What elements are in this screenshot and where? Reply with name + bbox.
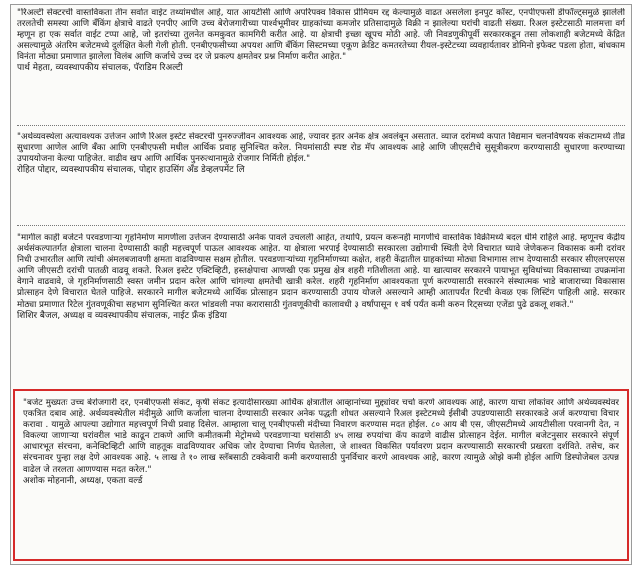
quote-signature: रोहित पोद्दार, व्यवस्थापकीय संचालक, पोद्दार हाउसिंग अँड डेव्हलपमेंट लि [17,165,245,176]
quote-block-4-highlighted [23,398,619,556]
document-page [10,4,632,565]
quote-block-3 [17,233,625,387]
quote-signature: अशोक मोहनानी, अध्यक्ष, एकता वर्ल्ड [23,475,143,486]
quote-block-1 [17,8,625,119]
quote-text: "बजेट मुख्यतः उच्च बेरोजगारी दर, एनबीएफसी संकट, कृषी संकट इत्यादीसारख्या आर्थिक क्षेत्रातील आव्हानांच्या मुद्द्यांवर चर्चा करणे आवश्यक आहे, कारण याचा लोकांवर आणि अर्थव्यवस्थेवर एकत्रित दबाव आहे. अर्थव्यवस्थेतील मंदीमुळे आणि कर्जाला चालना देण्यासाठी सरकार अनेक पद्धती शोधत असल्याने रिअल इस्टेटमध्ये ईसीबी उपडण्यासाठी सरकारकडे अर्ज करण्याचा विचार करावा . यामुळे आपल्या उद्योगात महत्त्वपूर्ण निधी प्रवाह दिसेल. आम्हाला चालू एनबीएफसी मंदीच्या निवारण करण्यास मदत होईल. ८० आय बी एस, जीएसटीमध्ये आयटीसीला परवानगी देत, न विकल्या जाणाऱ्या घरांवरील भाडे काढून टाकणे आणि कमीतकमी मेट्रोमध्ये परवडणाऱ्या घरांसाठी ४५ लाख रुपयांचा कॅप काढणे वाढीस प्रोत्साहन देईल. मागील बजेटनुसार सरकारने संपूर्ण आधारभूत संरचना, कनेक्टिव्हिटी आणि वाहतूक वाढविण्यावर अधिक जोर देण्याचा निर्णय घेतलेला, जे शाश्वत विकसित पर्यावरण प्रदान करण्यासाठी सरकारची प्रखरता दर्शविते. तसेच, कर संरचनावर पुन्हा लक्ष देणे आवश्यक आहे. ५ लाख ते १० लाख स्लॅबसाठी टक्केवारी कमी करण्यासाठी पुनर्विचार करणे आवश्यक आहे, कारण त्यामुळे ओझे कमी होईल आणि डिस्पोजेबल उत्पन्न वाढेल जे तरलता आणण्यास मदत करेल." [23,398,619,475]
quote-signature: शिशिर बैजल, अध्यक्ष व व्यवस्थापकीय संचालक, नाईट फ्रँक इंडिया [17,310,227,321]
quote-text: "अर्थव्यवस्थेला अत्यावश्यक उत्तेजन आणि रिअल इस्टेट सेक्टरची पुनरुज्जीवन आवश्यक आहे, ज्यावर इतर अनेक क्षेत्र अवलंबून असतात. व्याज दरांमध्ये कपात विद्यमान चलनविषयक संकटामध्ये तीव्र सुधारणा आणेल आणि बँका आणि एनबीएफसी मधील आर्थिक प्रवाह सुनिश्चित करेल. नियमांसाठी स्पष्ट रोड मॅप आवश्यक आहे आणि जीएसटीचे सुसूत्रीकरण करण्यासाठी सुधारणा करण्याच्या उपाययोजना केल्या पाहिजेत. वाढीव खप आणि आर्थिक पुनरुत्थानामुळे रोजगार निर्मिती होईल." [17,132,625,165]
quote-text: "रिअल्टी सेक्टरची वास्तविकता तीन सर्वात वाईट तथ्यांमधील आहे, यात आयटीसी आणि अपरिपक्व विकास प्रीमियम रद्द केल्यामुळे वाढत असलेला इनपुट कॉस्ट, एनपीएफसी डीफॉल्ट्समुळे झालेली तरलतेची समस्या आणि बँकिंग क्षेत्राचे वाढते एनपीए आणि उच्च बेरोजगारीच्या पार्श्वभूमीवर ग्राहकांच्या कमजोर प्रतिसादामुळे विक्री न झालेल्या घरांची वाढती संख्या. रिअल इस्टेटसाठी मालमत्ता वर्ग म्हणून हा एक सर्वात वाईट टप्पा आहे, जो इतरांच्या तुलनेत कमकुवत कामगिरी करीत आहे. या क्षेत्राची इच्छा खूपच मोठी आहे. जी निवडणुकीपूर्वी सरकारकडून तसा लोकशाही बजेटमध्ये केंद्रित असल्यामुळे अंतरिम बजेटमध्ये दुर्लक्षित केली गेली होती. एनबीएफसीच्या अपयश आणि बँकिंग सिस्टमच्या एकूण क्रेडिट कमतरतेच्या रीयल-इस्टेटच्या व्यवहार्यतावर डोमिनो इफेक्ट पडला होता, बांधकाम विनंता मोठ्या प्रमाणात झालेला विलंब आणि कर्जाचे उच्च दर जे प्रकल्प क्षमतेवर प्रश्न निर्माण करीत आहेत." [17,8,625,63]
quote-text: "मागील काही बजेटने परवडणाऱ्या गृहनिर्माण मागणीला उत्तेजन देण्यासाठी अनेक पावले उचलली आहेत, तथापि, प्रयत्न करूनही मागणीचे वास्तविक विक्रीमध्ये बदल धीमे राहिले आहे. म्हणूनच केंद्रीय अर्थसंकल्पातर्गत क्षेत्राला चालना देण्यासाठी काही महत्त्वपूर्ण पाऊल आवश्यक आहेत. या क्षेत्राला भरपाई देण्यासाठी सरकारला उद्योगाची स्थिती देणे विचारात घ्यावे जेणेकरून विकासक कमी दरांवर निधी उभारतील आणि त्यांची अंमलबजावणी क्षमता वाढविण्यास सक्षम होतील. परवडणाऱ्यांच्या गृहनिर्माणच्या कक्षेत, शहरी केंद्रातील ग्राहकांच्या मोठ्या विभागास लाभ देण्यासाठी सरकार सीएलएसएस आणि जीएसटी दरांची पातळी वाढवू शकते. रिअल इस्टेट एक्टिव्हिटी, हस्तक्षेपाचा आणखी एक प्रमुख क्षेत्र शहरी गतिशीलता आहे. या खात्यावर सरकारने पायाभूत सुविधांच्या विकासाच्या उपक्रमांना वेगाने वाढवावे, जे गृहनिर्माणसाठी स्वस्त जमीन प्रदान करेल आणि चांगल्या क्षमतेची खात्री करेल. शहरी गृहनिर्माण आवश्यकता पूर्ण करण्यासाठी सरकारने संस्थात्मक भाडे बाजाराच्या विकासास प्रोत्साहन देणे विचारात घेतले पाहिजे. सरकारने मागील बजेटमध्ये आर्थिक प्रोत्साहन प्रदान करण्यासाठी उपाय योजले असल्याने आम्ही आतापर्यंत रिटची केवळ एक लिस्टिंग पाहिली आहे. सरकार मोठ्या प्रमाणात रिटेल गुंतवणूकीचा सहभाग सुनिश्चित करत भांडवली नफा करारासाठी गुंतवणूकीची कालावधी ३ वर्षांपासून १ वर्ष पर्यंत कमी करुन रिट्सच्या एजेंडा पुढे ढकलू शकते." [17,233,625,310]
divider [17,125,625,126]
quote-block-2 [17,132,625,218]
quote-signature: पार्थ मेहता, व्यवस्थापकीय संचालक, पॅराडिम रिअल्टी [17,63,183,74]
divider [17,225,625,226]
